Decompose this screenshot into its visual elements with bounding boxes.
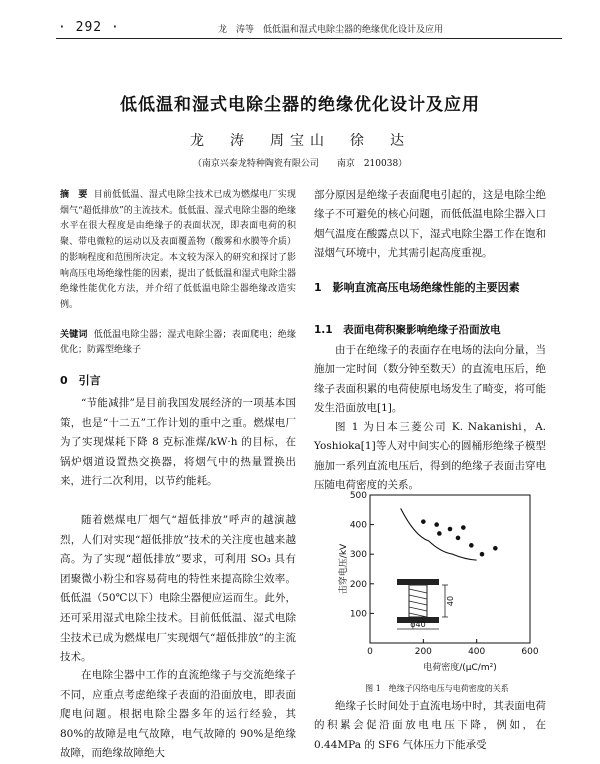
section-0-paragraph: 随着燃煤电厂烟气“超低排放”呼声的越演越烈，人们对实现“超低排放”技术的关注度也越来越高。为了实现“超低排放”要求，可利用 SO₃ 具有团聚微小粉尘和容易荷电的特性来提高除尘效率。低低温（50℃以下）电除尘器便应运而生。此外，还可采用湿式电除尘技术。目前低低温、湿式电除尘技术已成为燃煤电厂实现烟气“超低排放”的主流技术。 <box>60 514 296 664</box>
data-point <box>437 531 442 536</box>
page-number: · 292 · <box>58 20 120 35</box>
section-1-paragraph: 图 1 为日本三菱公司 K. Nakanishi，A. Yoshioka[1]等人对中间实心的圆桶形绝缘子模型施加一系列直流电压后，得到的绝缘子表面击穿电压随电荷密度的关系。 <box>314 421 546 492</box>
section-1-paragraph: 由于在绝缘子的表面存在电场的法向分量，当施加一定时间（数分钟至数天）的直流电压后，绝缘子表面积累的电荷使原电场发生了畸变，将可能发生沿面放电[1]。 <box>314 344 546 415</box>
running-title: 龙 涛等 低低温和湿式电除尘器的绝缘优化设计及应用 <box>218 25 444 35</box>
x-axis-label: 电荷密度/(μC/m²) <box>423 663 497 673</box>
article-title: 低低温和湿式电除尘器的绝缘优化设计及应用 <box>120 95 480 115</box>
data-point <box>480 552 485 557</box>
section-1-1-heading: 1.1 表面电荷积聚影响绝缘子沿面放电 <box>314 324 501 336</box>
y-tick-label: 200 <box>349 579 367 590</box>
figure-caption-text: 图 1 绝缘子闪络电压与电荷密度的关系 <box>365 684 509 693</box>
figure-chart <box>318 485 546 677</box>
header-rule <box>56 38 562 39</box>
data-point <box>456 536 461 541</box>
affiliation: （南京兴泰龙特种陶瓷有限公司 南京 210038） <box>192 159 408 169</box>
y-tick-label: 100 <box>349 609 367 620</box>
x-tick-label: 400 <box>468 647 486 657</box>
section-0-paragraph: “节能减排”是目前我国发展经济的一项基本国策，也是“十二五”工作计划的重中之重。燃煤电厂为了实现煤耗下降 8 克标准煤/kW·h 的目标，在锅炉烟道设置热交换器，将烟气中的热量置换出来，进行二次利用，以节约能耗。 <box>60 397 296 488</box>
diameter-dimension-label: φ40 <box>410 620 426 629</box>
y-tick-label: 300 <box>349 550 367 561</box>
x-tick-label: 200 <box>414 647 432 657</box>
data-point <box>448 527 453 532</box>
data-point <box>493 546 498 551</box>
y-axis-label: 击穿电压/kV <box>339 543 349 595</box>
plot-frame <box>370 495 530 643</box>
data-point <box>434 522 439 527</box>
figure-caption <box>332 683 542 694</box>
post-figure-paragraph: 绝缘子长时间处于直流电场中时，其表面电荷的积累会促沿面放电电压下降，例如，在 0.44MPa 的 SF6 气体压力下能承受 <box>314 700 546 751</box>
keywords-text: 低低温电除尘器；湿式电除尘器；表面爬电；绝缘优化；防露型绝缘子 <box>60 330 296 355</box>
x-tick-label: 600 <box>521 647 539 657</box>
section-1-heading: 1 影响直流高压电场绝缘性能的主要因素 <box>314 281 520 294</box>
y-tick-label: 400 <box>349 520 367 531</box>
data-point <box>421 519 426 524</box>
section-0-heading: 0 引言 <box>60 374 101 387</box>
authors: 龙 涛 周宝山 徐 达 <box>190 133 410 149</box>
insulator-cap-top <box>397 579 439 585</box>
height-dimension-label: 40 <box>446 595 455 607</box>
x-tick-label: 0 <box>367 647 373 657</box>
abstract-label: 摘 要 <box>60 190 88 200</box>
data-point <box>461 525 466 530</box>
keywords <box>60 328 296 358</box>
keywords-label: 关键词 <box>60 330 88 340</box>
y-tick-label: 500 <box>349 491 367 501</box>
right-intro-paragraph: 部分原因是绝缘子表面爬电引起的，这是电除尘绝缘子不可避免的核心问题，而低低温电除尘器入口烟气温度在酸露点以下，湿式电除尘器工作在饱和湿烟气环境中，尤其需引起高度重视。 <box>314 189 546 260</box>
section-0-paragraph: 在电除尘器中工作的直流绝缘子与交流绝缘子不同，应重点考虑绝缘子表面的沿面放电，即表面爬电问题。根据电除尘器多年的运行经验，其 80%的故障是电气故障，电气故障的 90%是绝缘故障，而绝缘故障绝大 <box>60 669 296 760</box>
abstract-text: 目前低低温、湿式电除尘技术已成为燃煤电厂实现烟气“超低排放”的主流技术。低低温、湿式电除尘器的绝缘水平在很大程度是由绝缘子的表面状况，即表面电荷的积聚、带电微粒的运动以及表面覆盖物（酸雾和水膜等介质）的影响程度和范围所决定。本文较为深入的研究和探讨了影响高压电场绝缘性能的因素，提出了低低温和湿式电除尘器绝缘性能优化方法，并介绍了低低温电除尘器绝缘改造实例。 <box>60 190 296 310</box>
insulator-diagram <box>397 579 455 629</box>
data-point <box>469 543 474 548</box>
abstract <box>60 188 296 314</box>
